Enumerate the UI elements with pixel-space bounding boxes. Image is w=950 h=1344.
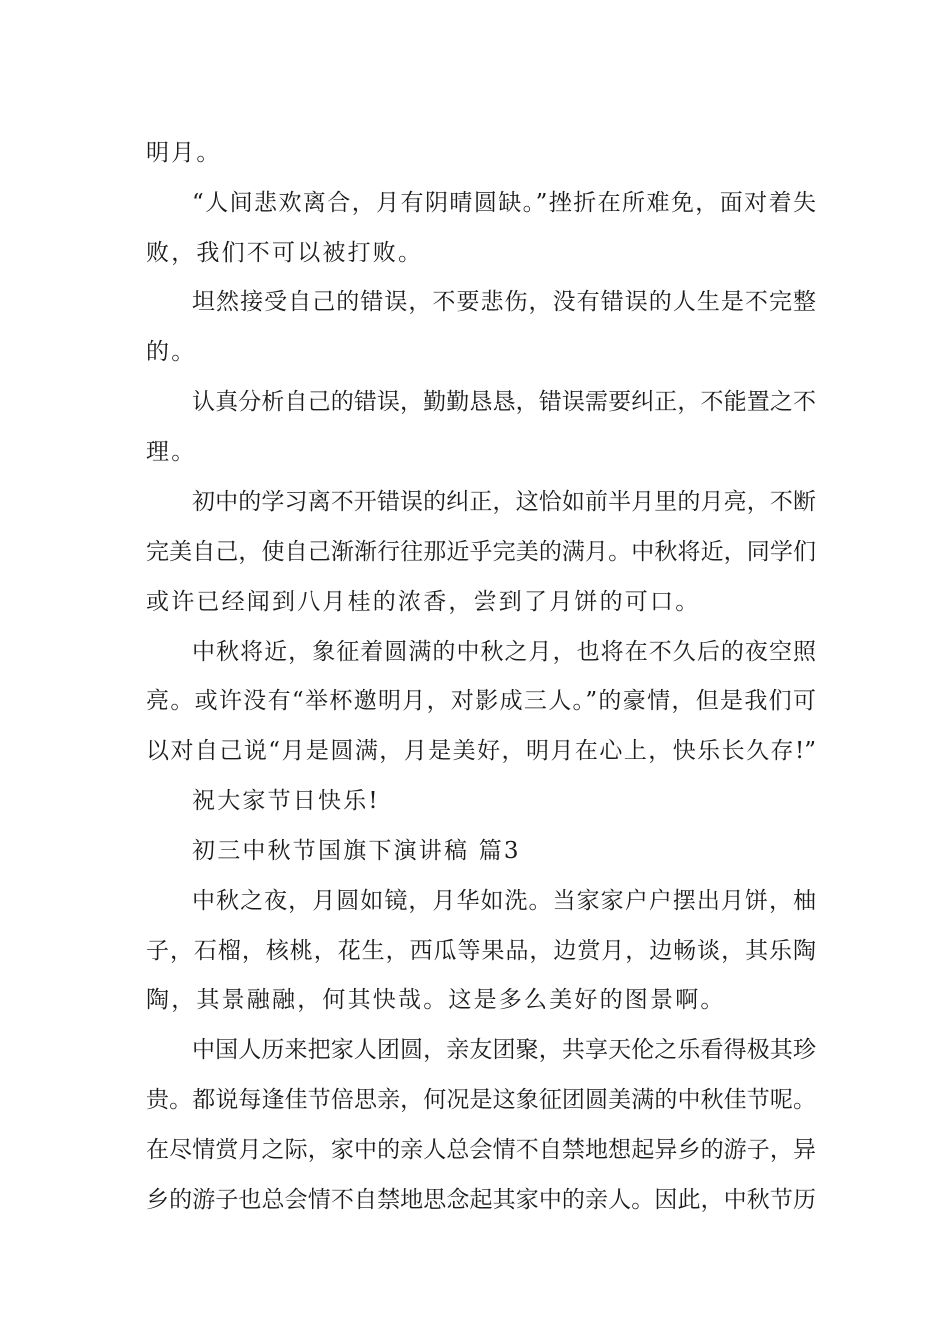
text-line: 中秋之夜，月圆如镜，月华如洗。当家家户户摆出月饼，柚 bbox=[192, 888, 816, 914]
text-line: 坦然接受自己的错误，不要悲伤，没有错误的人生是不完整 bbox=[192, 289, 816, 315]
text-line: 的。 bbox=[146, 339, 197, 365]
text-line: 败，我们不可以被打败。 bbox=[146, 240, 424, 266]
text-line: 亮。或许没有“举杯邀明月，对影成三人。”的豪情，但是我们可 bbox=[146, 688, 816, 714]
text-line: 贵。都说每逢佳节倍思亲，何况是这象征团圆美满的中秋佳节呢。 bbox=[146, 1087, 816, 1113]
text-line: 完美自己，使自己渐渐行往那近乎完美的满月。中秋将近，同学们 bbox=[146, 539, 816, 565]
text-line: 祝大家节日快乐! bbox=[192, 788, 380, 814]
section-heading: 初三中秋节国旗下演讲稿 篇3 bbox=[192, 838, 521, 864]
text-line: 中国人历来把家人团圆，亲友团聚，共享天伦之乐看得极其珍 bbox=[192, 1037, 816, 1063]
text-line: 初中的学习离不开错误的纠正，这恰如前半月里的月亮，不断 bbox=[192, 489, 816, 515]
text-line: 在尽情赏月之际，家中的亲人总会情不自禁地想起异乡的游子，异 bbox=[146, 1137, 816, 1163]
text-line: 或许已经闻到八月桂的浓香，尝到了月饼的可口。 bbox=[146, 589, 701, 615]
text-line: 以对自己说“月是圆满，月是美好，明月在心上，快乐长久存!” bbox=[146, 738, 816, 764]
text-line: 中秋将近，象征着圆满的中秋之月，也将在不久后的夜空照 bbox=[192, 639, 816, 665]
text-line: 陶，其景融融，何其快哉。这是多么美好的图景啊。 bbox=[146, 987, 726, 1013]
text-line: 理。 bbox=[146, 439, 197, 465]
text-line: 子，石榴，核桃，花生，西瓜等果品，边赏月，边畅谈，其乐陶 bbox=[146, 938, 816, 964]
text-line: 乡的游子也总会情不自禁地思念起其家中的亲人。因此，中秋节历 bbox=[146, 1187, 816, 1213]
text-line: 认真分析自己的错误，勤勤恳恳，错误需要纠正，不能置之不 bbox=[192, 389, 816, 415]
text-line: “人间悲欢离合，月有阴晴圆缺。”挫折在所难免，面对着失 bbox=[192, 190, 816, 216]
text-line: 明月。 bbox=[146, 140, 222, 166]
